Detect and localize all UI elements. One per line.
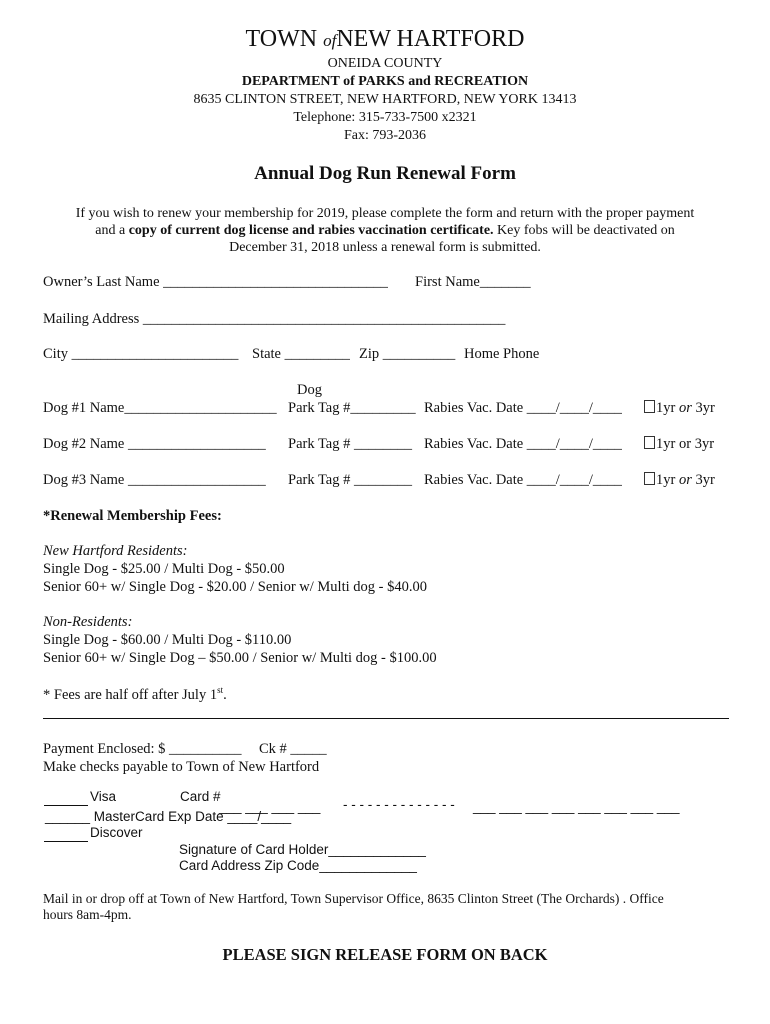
- dog-column-header: Dog: [297, 382, 322, 398]
- half-off-note: * Fees are half off after July 1st.: [43, 685, 227, 703]
- card-holder-signature-field[interactable]: Signature of Card Holder_____________: [179, 842, 426, 857]
- dog-1-name-field[interactable]: Dog #1 Name_____________________: [43, 400, 277, 416]
- non-resident-fee-line-2: Senior 60+ w/ Single Dog – $50.00 / Senior w/ Multi dog - $100.00: [43, 650, 437, 666]
- town-title: TOWN ofNEW HARTFORD: [245, 26, 525, 52]
- dog-2-name-field[interactable]: Dog #2 Name ___________________: [43, 436, 266, 452]
- dog-2-term-options[interactable]: 1yr or 3yr: [644, 436, 714, 453]
- checkbox-icon[interactable]: [644, 472, 655, 485]
- dog-1-park-tag-field[interactable]: Park Tag #_________: [288, 400, 416, 416]
- visa-label: Visa: [90, 789, 117, 804]
- intro-line-1: If you wish to renew your membership for 2019, please complete the form and return with the proper payment: [75, 206, 695, 221]
- form-title: Annual Dog Run Renewal Form: [254, 163, 516, 184]
- owner-first-name-field[interactable]: First Name_______: [415, 274, 531, 290]
- address: 8635 CLINTON STREET, NEW HARTFORD, NEW YORK 13413: [193, 92, 577, 107]
- owner-last-name-field[interactable]: Owner’s Last Name _______________________________: [43, 274, 388, 290]
- dog-3-term-options[interactable]: 1yr or 3yr: [644, 472, 715, 489]
- non-resident-fee-line-1: Single Dog - $60.00 / Multi Dog - $110.00: [43, 632, 292, 648]
- resident-fee-line-2: Senior 60+ w/ Single Dog - $20.00 / Senior w/ Multi dog - $40.00: [43, 579, 427, 595]
- dog-2-park-tag-field[interactable]: Park Tag # ________: [288, 436, 412, 452]
- checkbox-icon[interactable]: [644, 436, 655, 449]
- card-number-digits[interactable]: ___ ___ ___ ___ ___ ___ ___ ___: [473, 799, 680, 814]
- mailing-address-field[interactable]: Mailing Address __________________________________________________: [43, 311, 506, 327]
- dog-1-rabies-date-field[interactable]: Rabies Vac. Date ____/____/____: [424, 400, 622, 416]
- state-field[interactable]: State _________: [252, 346, 350, 362]
- checkbox-icon[interactable]: [644, 400, 655, 413]
- fax: Fax: 793-2036: [343, 128, 427, 143]
- sign-release-footer: PLEASE SIGN RELEASE FORM ON BACK: [222, 945, 548, 964]
- make-checks-payable: Make checks payable to Town of New Hartford: [43, 759, 320, 775]
- intro-line-3: December 31, 2018 unless a renewal form is submitted.: [229, 240, 541, 255]
- dog-3-rabies-date-field[interactable]: Rabies Vac. Date ____/____/____: [424, 472, 622, 488]
- dog-3-name-field[interactable]: Dog #3 Name ___________________: [43, 472, 266, 488]
- mastercard-exp-date-field[interactable]: ______ MasterCard Exp Date ____/____: [45, 809, 292, 824]
- card-number-label: Card #: [180, 789, 221, 804]
- dog-1-term-options[interactable]: 1yr or 3yr: [644, 400, 715, 417]
- dog-2-rabies-date-field[interactable]: Rabies Vac. Date ____/____/____: [424, 436, 622, 452]
- zip-field[interactable]: Zip __________: [359, 346, 456, 362]
- fees-heading: *Renewal Membership Fees:: [43, 508, 222, 524]
- dog-3-park-tag-field[interactable]: Park Tag # ________: [288, 472, 412, 488]
- city-field[interactable]: City _______________________: [43, 346, 239, 362]
- payment-enclosed-field[interactable]: Payment Enclosed: $ __________: [43, 741, 242, 757]
- visa-blank[interactable]: [44, 805, 88, 806]
- card-number-groups[interactable]: ___ ___ ___ ___: [219, 799, 321, 814]
- section-divider: [43, 718, 729, 719]
- discover-label: Discover: [90, 825, 143, 840]
- check-number-field[interactable]: Ck # _____: [259, 741, 327, 757]
- intro-line-2: and a copy of current dog license and rabies vaccination certificate. Key fobs will be deactivated on: [95, 223, 675, 238]
- mail-in-line-2: hours 8am-4pm.: [43, 907, 132, 922]
- telephone: Telephone: 315-733-7500 x2321: [293, 110, 477, 125]
- home-phone-field[interactable]: Home Phone: [464, 346, 540, 362]
- department: DEPARTMENT of PARKS and RECREATION: [241, 74, 529, 89]
- resident-fee-line-1: Single Dog - $25.00 / Multi Dog - $50.00: [43, 561, 285, 577]
- residents-label: New Hartford Residents:: [43, 543, 188, 559]
- county: ONEIDA COUNTY: [327, 56, 443, 71]
- card-number-dashes: - - - - - - - - - - - - - -: [343, 797, 455, 812]
- card-zip-code-field[interactable]: Card Address Zip Code_____________: [179, 858, 417, 873]
- non-residents-label: Non-Residents:: [43, 614, 133, 630]
- discover-blank[interactable]: [44, 841, 88, 842]
- mail-in-line-1: Mail in or drop off at Town of New Hartford, Town Supervisor Office, 8635 Clinton Street (The Orchards) . Office: [43, 891, 664, 906]
